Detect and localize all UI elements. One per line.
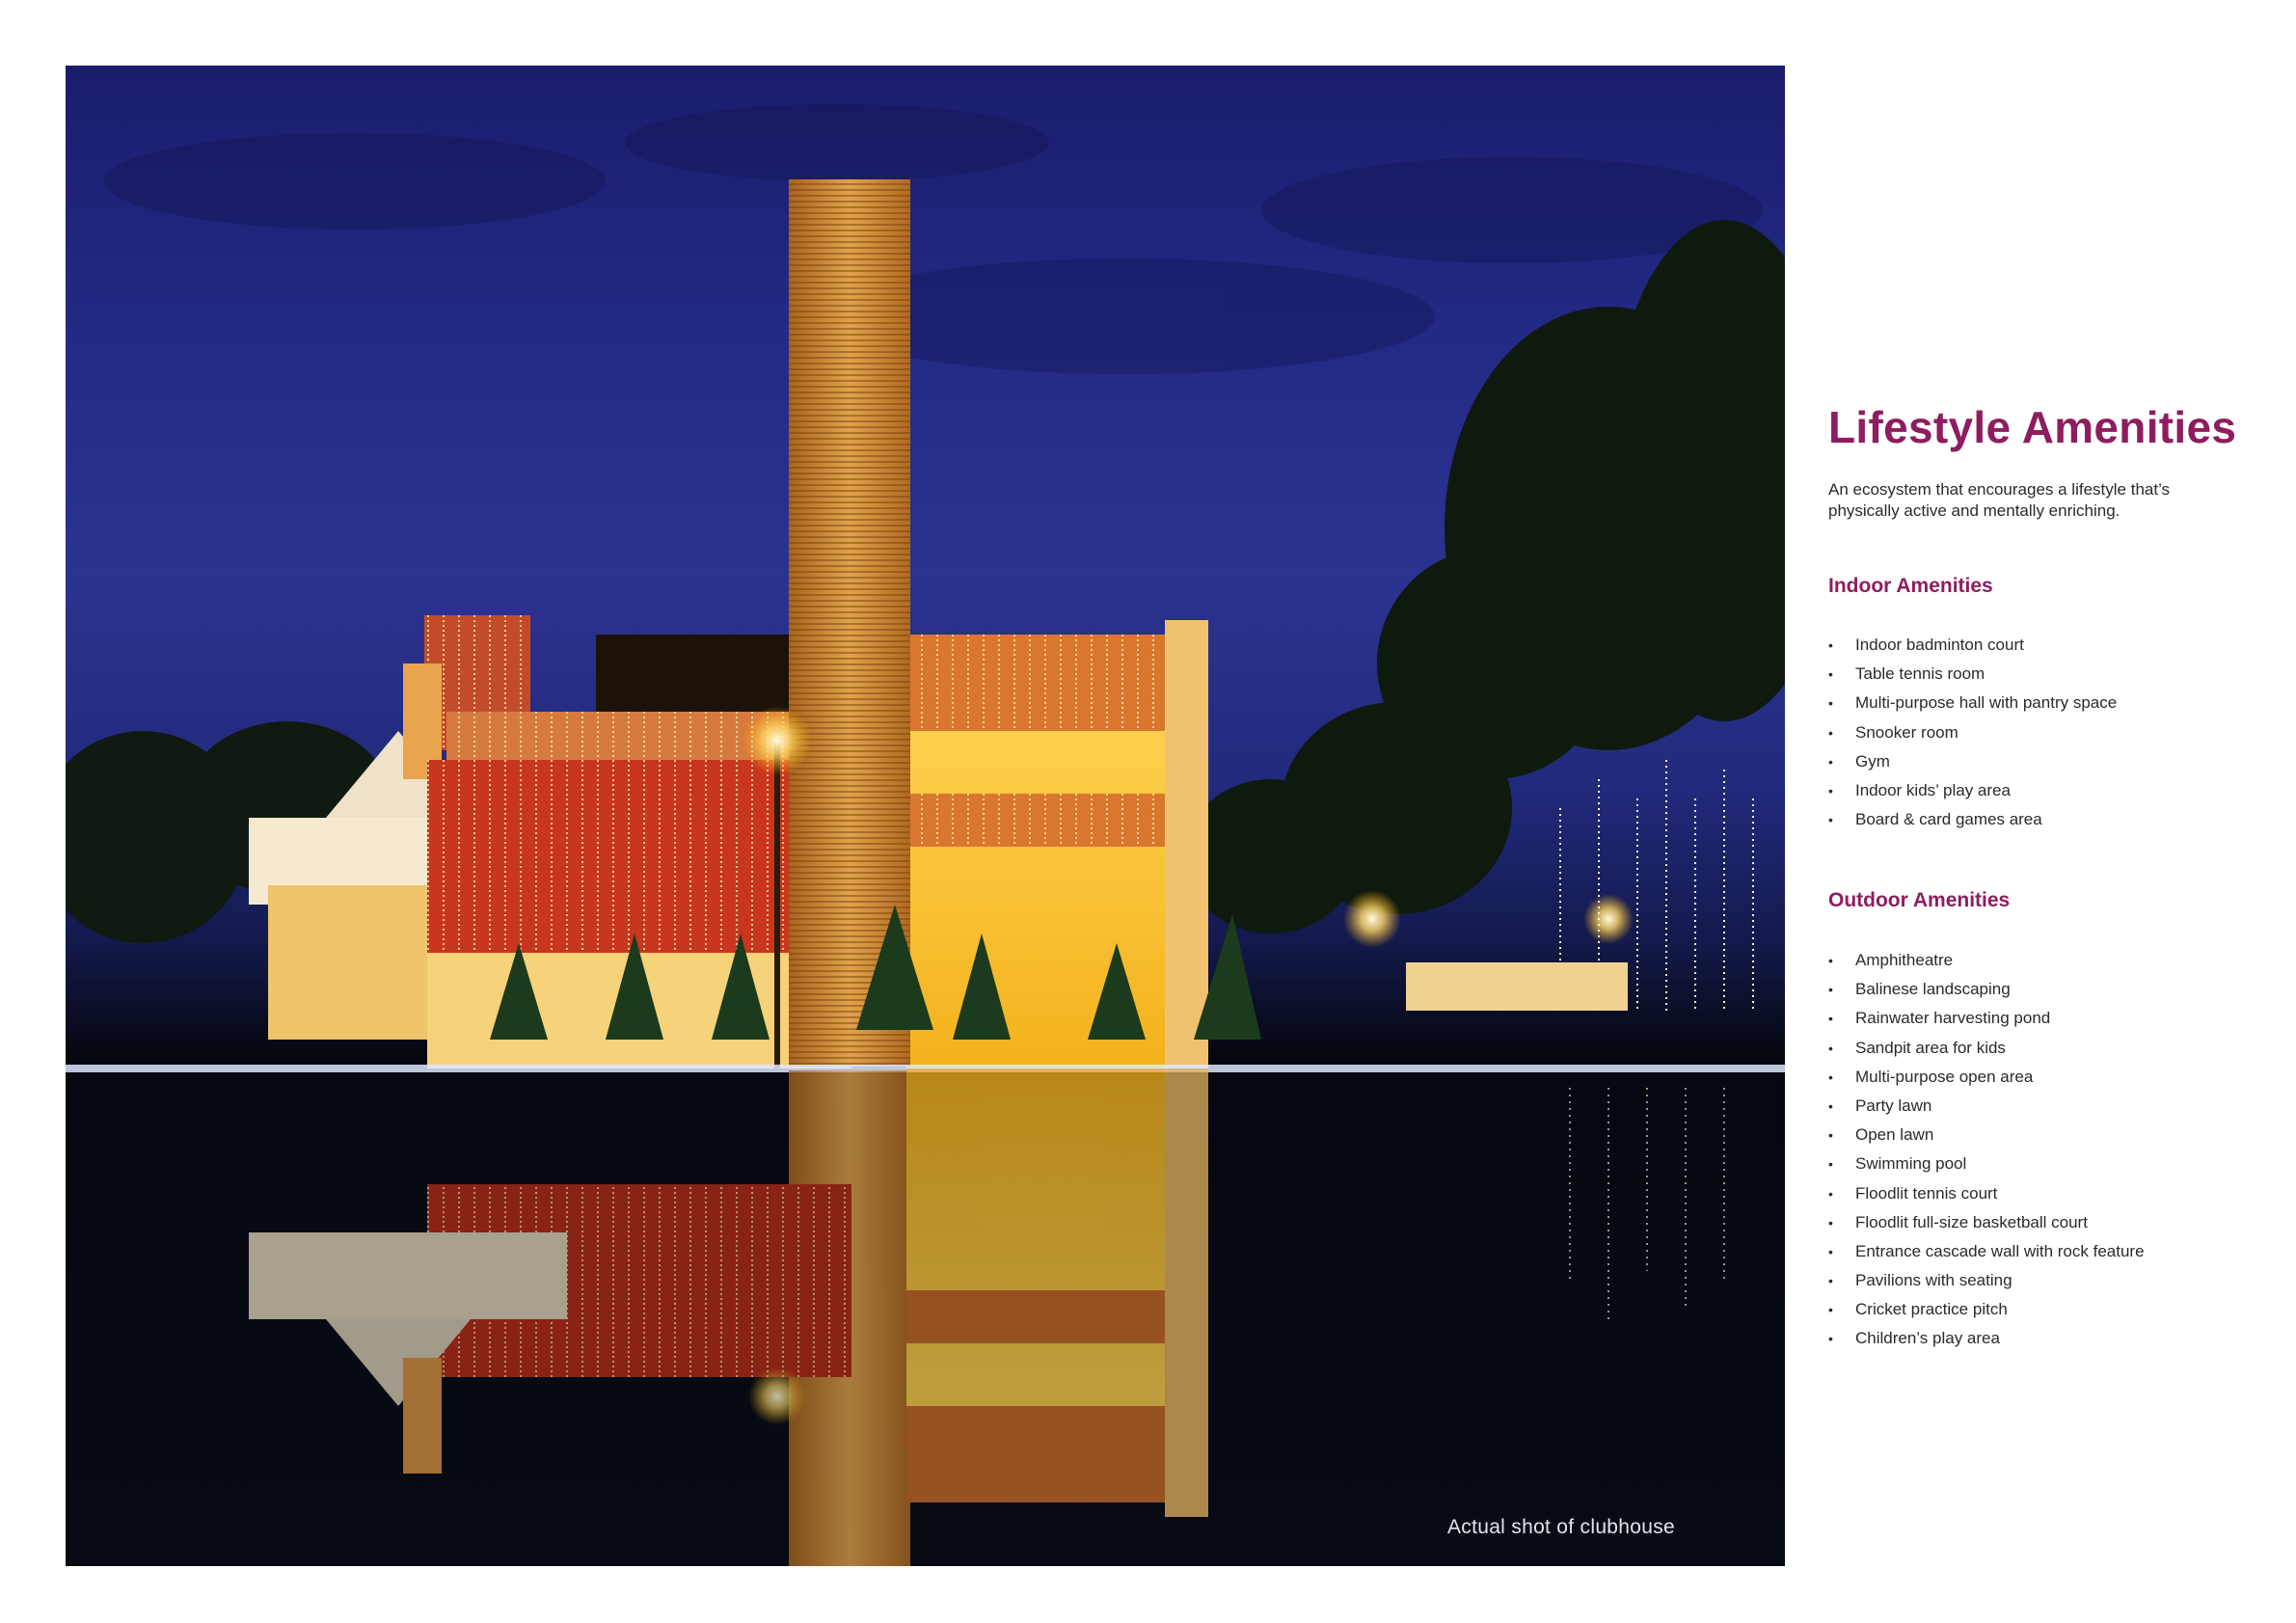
- photo-caption: Actual shot of clubhouse: [1446, 1516, 1675, 1538]
- list-item: • Table tennis room: [1828, 663, 2117, 692]
- outdoor-heading: Outdoor Amenities: [1828, 889, 2011, 911]
- list-item: • Floodlit full-size basketball court: [1828, 1212, 2145, 1241]
- amenities-panel: [1828, 0, 2253, 1623]
- page-title: Lifestyle Amenities: [1828, 402, 2237, 452]
- indoor-list: [1828, 635, 2117, 838]
- list-item: • Balinese landscaping: [1828, 979, 2145, 1008]
- list-item: • Sandpit area for kids: [1828, 1038, 2145, 1067]
- outdoor-list: [1828, 950, 2145, 1358]
- list-item: • Multi-purpose hall with pantry space: [1828, 692, 2117, 721]
- list-item: • Cricket practice pitch: [1828, 1299, 2145, 1328]
- list-item: • Open lawn: [1828, 1124, 2145, 1153]
- list-item: • Entrance cascade wall with rock feature: [1828, 1241, 2145, 1270]
- clubhouse-photo: [66, 66, 1785, 1566]
- list-item: • Children’s play area: [1828, 1328, 2145, 1357]
- list-item: • Floodlit tennis court: [1828, 1183, 2145, 1212]
- indoor-heading: Indoor Amenities: [1828, 575, 1993, 597]
- list-item: • Amphitheatre: [1828, 950, 2145, 979]
- list-item: • Rainwater harvesting pond: [1828, 1008, 2145, 1037]
- list-item: • Indoor badminton court: [1828, 635, 2117, 663]
- list-item: • Swimming pool: [1828, 1153, 2145, 1182]
- intro-text: An ecosystem that encourages a lifestyle that’s physically active and mentally enriching.: [1828, 480, 2171, 520]
- list-item: • Pavilions with seating: [1828, 1270, 2145, 1299]
- clubhouse-illustration: [66, 66, 1785, 1566]
- list-item: • Board & card games area: [1828, 809, 2117, 838]
- list-item: • Snooker room: [1828, 722, 2117, 751]
- list-item: • Indoor kids’ play area: [1828, 780, 2117, 809]
- list-item: • Party lawn: [1828, 1096, 2145, 1124]
- list-item: • Gym: [1828, 751, 2117, 780]
- list-item: • Multi-purpose open area: [1828, 1067, 2145, 1096]
